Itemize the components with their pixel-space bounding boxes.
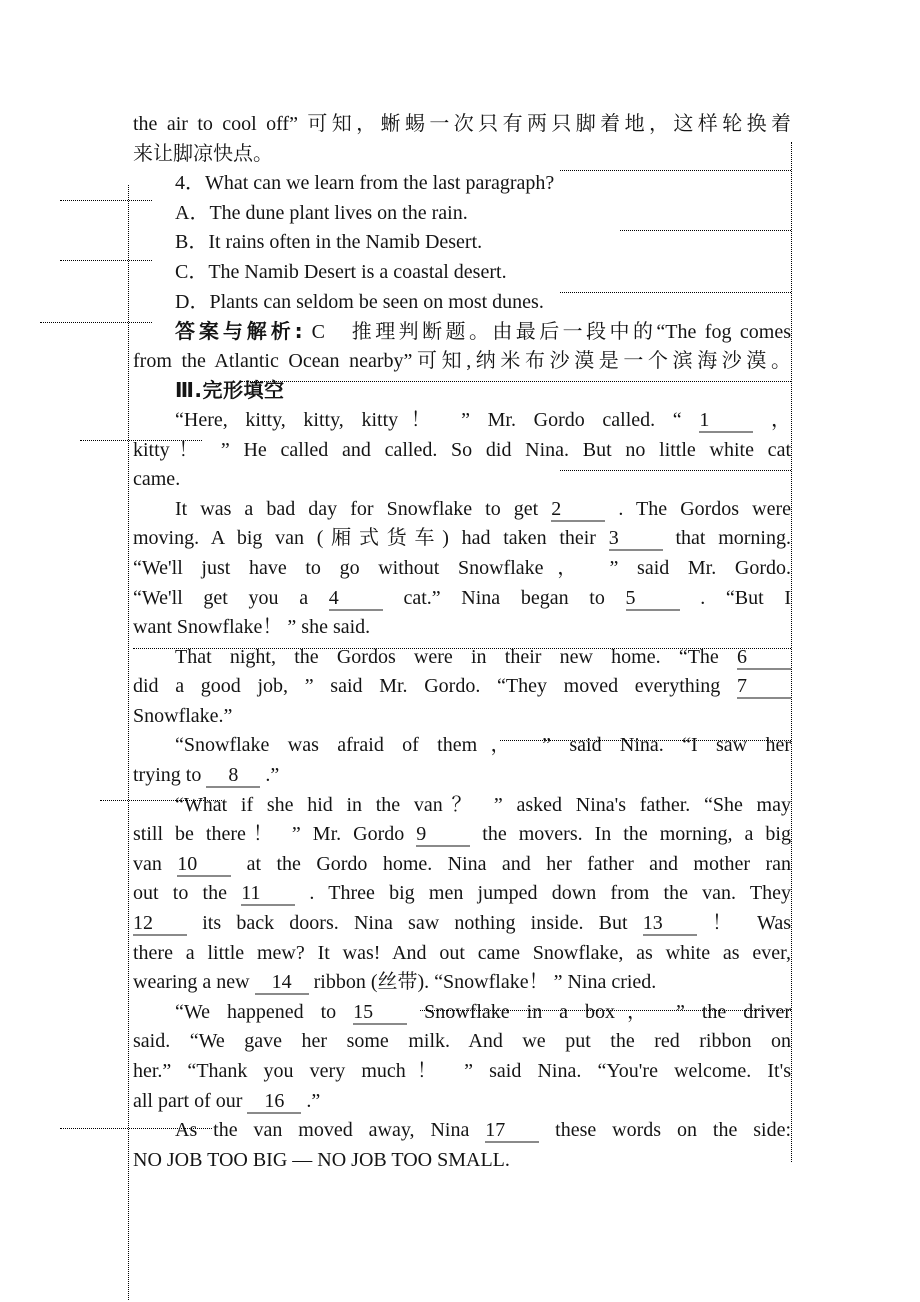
cloze-blank-4: 4	[329, 587, 383, 611]
text-run: “We happened to	[175, 1000, 354, 1023]
text-line	[133, 199, 791, 229]
text-run: “What if she hid in the van？ ” asked Nina's father. “She may	[175, 793, 791, 816]
text-run: wearing a new	[133, 971, 255, 994]
text-run: the air to cool off” 可知，蜥蜴一次只有两只脚着地，这样轮换着	[133, 113, 791, 135]
text-run: cat.” Nina began to	[382, 586, 626, 609]
text-line	[133, 495, 791, 525]
text-run: That night, the Gordos were in their new home. “The	[175, 645, 737, 668]
text-run: want Snowflake！ ” she said.	[133, 616, 371, 639]
text-run: kitty！ ” He called and called. So did Nina. But no little white cat	[133, 438, 791, 461]
text-run: .”	[260, 764, 280, 787]
bold-heading-text: Ⅲ.完形填空	[175, 378, 285, 403]
text-line	[133, 820, 791, 850]
text-line	[133, 258, 791, 288]
cloze-blank-2: 2	[551, 498, 605, 522]
scan-artifact-line	[791, 142, 792, 1162]
text-line	[133, 968, 791, 998]
text-line	[133, 169, 791, 199]
text-run: “Snowflake was afraid of them， ” said Nina. “I saw her	[175, 734, 791, 757]
text-run: from the Atlantic Ocean nearby”可知,纳米布沙漠是一个滨海沙漠。	[133, 349, 791, 372]
bold-heading-text: 答案与解析:	[175, 319, 304, 344]
cloze-blank-15: 15	[353, 1001, 407, 1025]
text-run: “We'll get you a	[133, 586, 329, 609]
text-run: “We'll just have to go without Snowflake， ” said Mr. Gordo.	[133, 556, 791, 579]
text-run: . The Gordos were	[605, 497, 791, 520]
text-line	[133, 288, 791, 318]
cloze-blank-9: 9	[416, 823, 470, 847]
text-line	[133, 554, 791, 584]
cloze-blank-17: 17	[485, 1119, 539, 1143]
cloze-blank-14: 14	[255, 971, 309, 995]
text-run: there a little mew? It was! And out came Snowflake, as white as ever,	[133, 941, 791, 964]
text-line	[133, 1027, 791, 1057]
text-run: still be there！ ” Mr. Gordo	[133, 823, 417, 846]
text-line	[133, 643, 791, 673]
text-run: ，	[753, 408, 791, 431]
text-run: C 推理判断题。由最后一段中的“The fog comes	[303, 321, 791, 344]
text-run: moving. A big van (厢式货车) had taken their	[133, 527, 609, 550]
text-line	[133, 110, 791, 140]
cloze-blank-3: 3	[609, 527, 663, 551]
text-run: .”	[301, 1089, 321, 1112]
cloze-blank-6: 6	[737, 646, 791, 670]
text-run: NO JOB TOO BIG — NO JOB TOO SMALL.	[133, 1148, 510, 1171]
text-line	[133, 850, 791, 880]
text-line	[133, 731, 791, 761]
text-line	[133, 998, 791, 1028]
text-run: A．The dune plant lives on the rain.	[175, 201, 468, 224]
cloze-blank-16: 16	[247, 1090, 301, 1114]
text-run: It was a bad day for Snowflake to get	[175, 497, 552, 520]
scan-artifact-line	[128, 185, 129, 1300]
cloze-blank-11: 11	[241, 882, 295, 906]
text-run: ！ Was	[696, 912, 791, 935]
text-run: As the van moved away, Nina	[175, 1119, 486, 1142]
cloze-blank-7: 7	[737, 675, 791, 699]
text-line	[133, 140, 791, 170]
text-run: all part of our	[133, 1089, 248, 1112]
cloze-blank-12: 12	[133, 912, 187, 936]
cloze-blank-5: 5	[626, 587, 680, 611]
text-run: said. “We gave her some milk. And we put the red ribbon on	[133, 1030, 791, 1053]
text-line	[133, 879, 791, 909]
text-line	[133, 761, 791, 791]
text-run: van	[133, 852, 178, 875]
text-run: came.	[133, 468, 181, 491]
cloze-blank-1: 1	[699, 409, 753, 433]
text-run: Snowflake.”	[133, 704, 233, 727]
text-run: 4．What can we learn from the last paragraph?	[175, 172, 555, 195]
text-run: that morning.	[662, 527, 791, 550]
text-run: its back doors. Nina saw nothing inside. But	[187, 912, 643, 935]
text-line	[133, 317, 791, 347]
text-run: “Here, kitty, kitty, kitty！ ” Mr. Gordo called. “	[175, 408, 700, 431]
text-line	[133, 584, 791, 614]
text-run: 来让脚凉快点。	[133, 142, 273, 165]
text-line	[133, 613, 791, 643]
text-run: her.” “Thank you very much！ ” said Nina. “You're welcome. It's	[133, 1060, 791, 1082]
text-run: B．It rains often in the Namib Desert.	[175, 231, 483, 254]
text-run: ribbon (丝带). “Snowflake！ ” Nina cried.	[308, 971, 657, 994]
text-line	[133, 524, 791, 554]
text-line	[133, 1057, 791, 1087]
text-line	[133, 406, 791, 436]
text-run: C．The Namib Desert is a coastal desert.	[175, 260, 507, 283]
text-line	[133, 436, 791, 466]
cloze-blank-13: 13	[643, 912, 697, 936]
text-run: . Three big men jumped down from the van. They	[295, 882, 791, 905]
text-run: out to the	[133, 882, 242, 905]
text-run: . “But I	[679, 586, 791, 609]
text-line	[133, 228, 791, 258]
cloze-blank-10: 10	[177, 853, 231, 877]
text-line	[133, 791, 791, 821]
text-run: Snowflake in a box， ” the driver	[407, 1000, 791, 1023]
text-line	[133, 1146, 791, 1176]
document-body	[133, 110, 791, 1175]
text-line	[133, 909, 791, 939]
text-run: at the Gordo home. Nina and her father and mother ran	[231, 852, 791, 875]
text-line	[133, 376, 791, 406]
text-line	[133, 939, 791, 969]
text-line	[133, 1087, 791, 1117]
text-line	[133, 672, 791, 702]
text-line	[133, 465, 791, 495]
text-run: D．Plants can seldom be seen on most dunes.	[175, 290, 544, 313]
text-line	[133, 702, 791, 732]
text-line	[133, 1116, 791, 1146]
text-run: trying to	[133, 764, 207, 787]
text-line	[133, 347, 791, 377]
text-run: did a good job, ” said Mr. Gordo. “They moved everything	[133, 675, 737, 698]
text-run: these words on the side:	[539, 1119, 791, 1142]
cloze-blank-8: 8	[206, 764, 260, 788]
text-run: the movers. In the morning, a big	[470, 823, 791, 846]
